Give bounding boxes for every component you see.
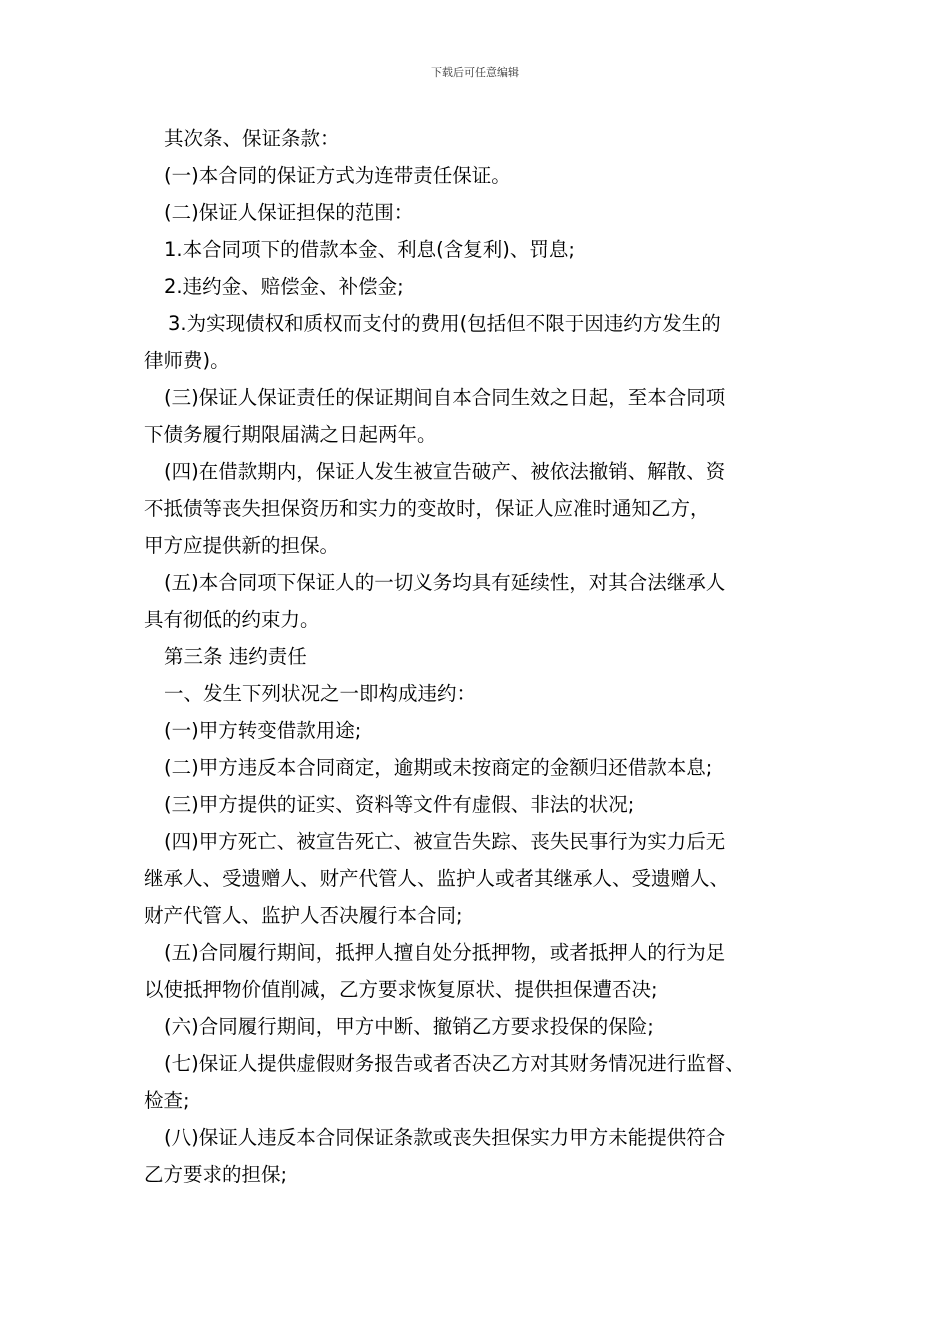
page-header: 下载后可任意编辑	[431, 66, 519, 79]
clause-line: 2.违约金、赔偿金、补偿金;	[164, 275, 404, 298]
document-body	[144, 120, 816, 1193]
clause-line: 乙方要求的担保;	[144, 1163, 288, 1186]
clause-line: 检查;	[144, 1089, 190, 1112]
clause-line: 继承人、受遗赠人、财产代管人、监护人或者其继承人、受遗赠人、	[144, 867, 730, 890]
clause-line: 一、发生下列状况之一即构成违约：	[164, 682, 477, 705]
clause-line: (四)甲方死亡、被宣告死亡、被宣告失踪、丧失民事行为实力后无	[164, 830, 726, 853]
clause-line: 不抵债等丧失担保资历和实力的变故时，保证人应准时通知乙方，	[144, 497, 710, 520]
clause-line: 以使抵押物价值削减，乙方要求恢复原状、提供担保遭否决;	[144, 978, 658, 1001]
clause-line: 3.为实现债权和质权而支付的费用(包括但不限于因违约方发生的	[168, 312, 721, 335]
clause-line: (三)保证人保证责任的保证期间自本合同生效之日起，至本合同项	[164, 386, 726, 409]
clause-line: 财产代管人、监护人否决履行本合同;	[144, 904, 463, 927]
clause-line: (二)保证人保证担保的范围：	[164, 201, 414, 224]
clause-line: (七)保证人提供虚假财务报告或者否决乙方对其财务情况进行监督、	[164, 1052, 745, 1075]
clause-line: (四)在借款期内，保证人发生被宣告破产、被依法撤销、解散、资	[164, 460, 726, 483]
clause-line: 甲方应提供新的担保。	[144, 534, 340, 557]
clause-line: (五)合同履行期间，抵押人擅自处分抵押物，或者抵押人的行为足	[164, 941, 726, 964]
clause-line: 其次条、保证条款：	[164, 127, 340, 150]
clause-line: 具有彻低的约束力。	[144, 608, 320, 631]
clause-line: (一)甲方转变借款用途;	[164, 719, 362, 742]
clause-line: (三)甲方提供的证实、资料等文件有虚假、非法的状况;	[164, 793, 635, 816]
section-heading: 第三条 违约责任	[164, 645, 307, 668]
clause-line: (二)甲方违反本合同商定，逾期或未按商定的金额归还借款本息;	[164, 756, 713, 779]
clause-line: (八)保证人违反本合同保证条款或丧失担保实力甲方未能提供符合	[164, 1126, 726, 1149]
clause-line: (六)合同履行期间，甲方中断、撤销乙方要求投保的保险;	[164, 1015, 654, 1038]
clause-line: 下债务履行期限届满之日起两年。	[144, 423, 437, 446]
clause-line: 1.本合同项下的借款本金、利息(含复利)、罚息;	[164, 238, 575, 261]
clause-line: (一)本合同的保证方式为连带责任保证。	[164, 164, 511, 187]
clause-line: (五)本合同项下保证人的一切义务均具有延续性，对其合法继承人	[164, 571, 726, 594]
clause-line: 律师费)。	[144, 349, 230, 372]
